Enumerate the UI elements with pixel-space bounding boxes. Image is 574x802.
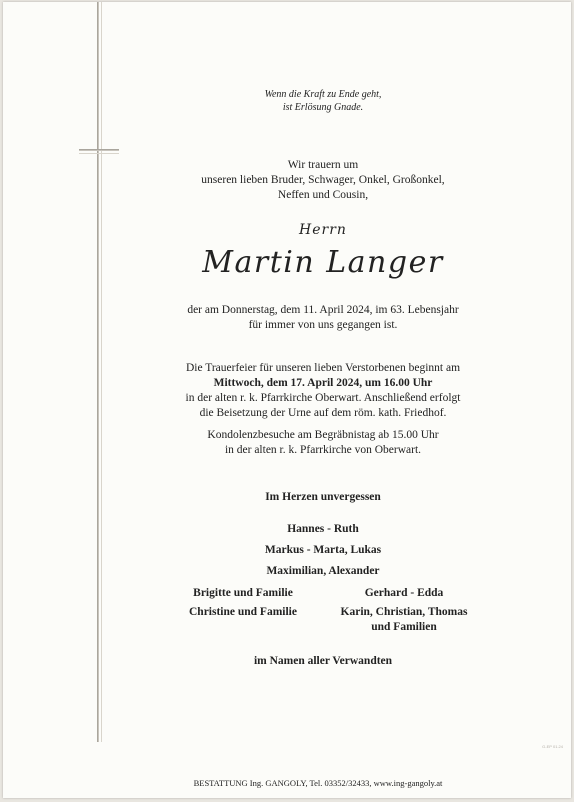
mourner-right-2 [309, 605, 499, 635]
print-code: G-EP 01.24 [542, 744, 563, 749]
death-line-1: der am Donnerstag, dem 11. April 2024, im 63. Lebensjahr [187, 304, 459, 316]
death-line-2: für immer von uns gegangen ist. [248, 319, 398, 331]
ceremony-info [113, 361, 533, 421]
cross-vertical-line [97, 2, 99, 742]
deceased-name: Martin Langer [202, 245, 444, 280]
mourner-row-1: Hannes - Ruth [287, 523, 359, 535]
motto-line-1: Wenn die Kraft zu Ende geht, [264, 89, 382, 100]
ceremony-line-3: in der alten r. k. Pfarrkirche Oberwart. Anschließend erfolgt [185, 392, 461, 404]
condolence-info [113, 428, 533, 458]
mourner-row-2: Markus - Marta, Lukas [264, 544, 382, 556]
intro-line-2: unseren lieben Bruder, Schwager, Onkel, Großonkel, [201, 174, 445, 186]
intro-line-3: Neffen und Cousin, [277, 189, 369, 201]
mourner-right-2-line-1: Karin, Christian, Thomas [340, 606, 468, 618]
mourner-right-1: Gerhard - Edda [364, 587, 444, 599]
obituary-page [3, 2, 571, 798]
cross-horizontal-line [79, 149, 119, 151]
intro-text [113, 158, 533, 203]
mourners-title: Im Herzen unvergessen [265, 491, 381, 503]
mourner-left-2: Christine und Familie [189, 606, 297, 618]
ceremony-date-time: Mittwoch, dem 17. April 2024, um 16.00 Uhr [213, 377, 433, 389]
closing-line: im Namen aller Verwandten [253, 655, 393, 667]
condolence-line-2: in der alten r. k. Pfarrkirche von Oberwart. [224, 444, 422, 456]
mourner-right-2-line-2: und Familien [371, 621, 437, 633]
intro-line-1: Wir trauern um [287, 159, 359, 171]
motto [113, 88, 533, 114]
salutation: Herrn [299, 222, 347, 238]
mourner-left-1: Brigitte und Familie [193, 587, 293, 599]
mourner-row-3: Maximilian, Alexander [266, 565, 380, 577]
ceremony-line-4: die Beisetzung der Urne auf dem röm. kath. Friedhof. [199, 407, 447, 419]
funeral-home-footer: BESTATTUNG Ing. GANGOLY, Tel. 03352/32433, www.ing-gangoly.at [193, 778, 443, 788]
motto-line-2: ist Erlösung Gnade. [282, 102, 364, 113]
condolence-line-1: Kondolenzbesuche am Begräbnistag ab 15.00 Uhr [207, 429, 439, 441]
cross-vertical-shadow [101, 2, 102, 742]
death-notice [113, 303, 533, 333]
cross-horizontal-shadow [79, 153, 119, 154]
ceremony-line-1: Die Trauerfeier für unseren lieben Verstorbenen beginnt am [185, 362, 461, 374]
